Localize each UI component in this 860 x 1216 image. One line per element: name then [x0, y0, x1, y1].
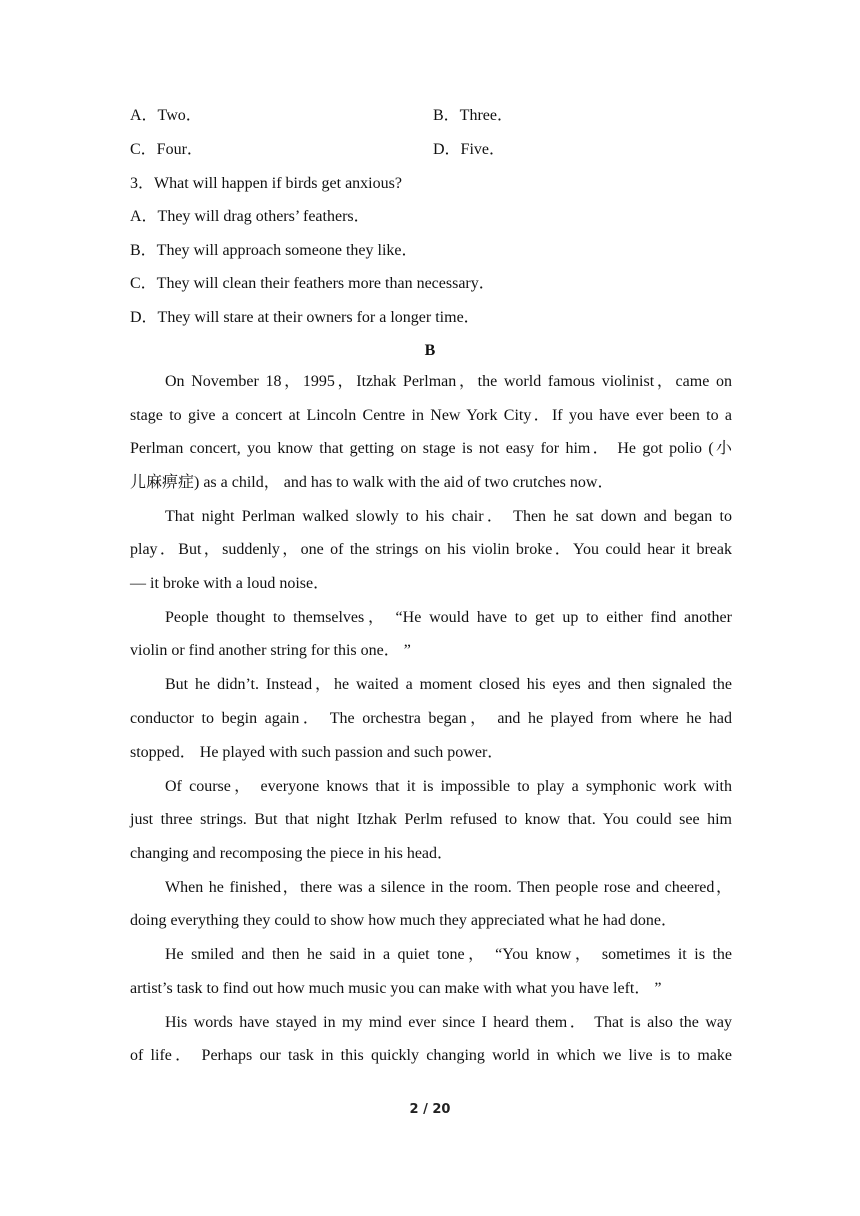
passage-line: play．But，suddenly，one of the strings on his violin broke．You could hear it break — [130, 541, 732, 558]
passage-line: changing and recomposing the piece in his head． — [130, 845, 454, 862]
passage-line: just three strings. But that night Itzhak Perlm refused to know that. You could see him — [130, 811, 732, 828]
option-b-q2: B．Three． — [433, 107, 513, 124]
passage-line: of life． Perhaps our task in this quickly changing world in which we live is to make — [130, 1047, 732, 1064]
option-c-q2: C．Four． — [130, 141, 203, 158]
passage-line: People thought to themselves， “He would have to get up to either find another — [165, 609, 732, 626]
passage-line: stage to give a concert at Lincoln Centre in New York City．If you have ever been to a — [130, 407, 732, 424]
option-a-q3: A．They will drag others’ feathers． — [130, 208, 370, 225]
option-c-q3: C．They will clean their feathers more than necessary． — [130, 275, 495, 292]
option-d-q2: D．Five． — [433, 141, 506, 158]
page-number: 2 / 20 — [409, 1102, 451, 1117]
option-a-q2: A．Two． — [130, 107, 202, 124]
passage-line: 儿麻痹症) as a child， and has to walk with the aid of two crutches now． — [130, 474, 614, 491]
passage-line: stopped． He played with such passion and such power． — [130, 744, 504, 761]
question-3-stem: 3．What will happen if birds get anxious? — [130, 175, 402, 192]
section-title: B — [424, 342, 436, 359]
passage-line: When he finished，there was a silence in the room. Then people rose and cheered， — [165, 879, 732, 896]
passage-line: artist’s task to find out how much music you can make with what you have left． ” — [130, 980, 662, 997]
passage-line: violin or find another string for this one． ” — [130, 642, 411, 659]
passage-line: — it broke with a loud noise． — [130, 575, 330, 592]
passage-line: He smiled and then he said in a quiet tone， “You know， sometimes it is the — [165, 946, 732, 963]
passage-line: doing everything they could to show how much they appreciated what he had done． — [130, 912, 677, 929]
passage-line: Perlman concert, you know that getting on stage is not easy for him． He got polio (小 — [130, 440, 733, 457]
passage-line: conductor to begin again． The orchestra began， and he played from where he had — [130, 710, 733, 727]
passage-line: His words have stayed in my mind ever since I heard them． That is also the way — [165, 1014, 732, 1031]
option-b-q3: B．They will approach someone they like． — [130, 242, 418, 259]
passage-line: Of course， everyone knows that it is impossible to play a symphonic work with — [165, 778, 732, 795]
passage-line: That night Perlman walked slowly to his chair． Then he sat down and began to — [165, 508, 732, 525]
option-d-q3: D．They will stare at their owners for a longer time． — [130, 309, 480, 326]
passage-line: On November 18，1995，Itzhak Perlman，the world famous violinist，came on — [165, 373, 732, 390]
passage-line: But he didn’t. Instead，he waited a moment closed his eyes and then signaled the — [165, 676, 732, 693]
